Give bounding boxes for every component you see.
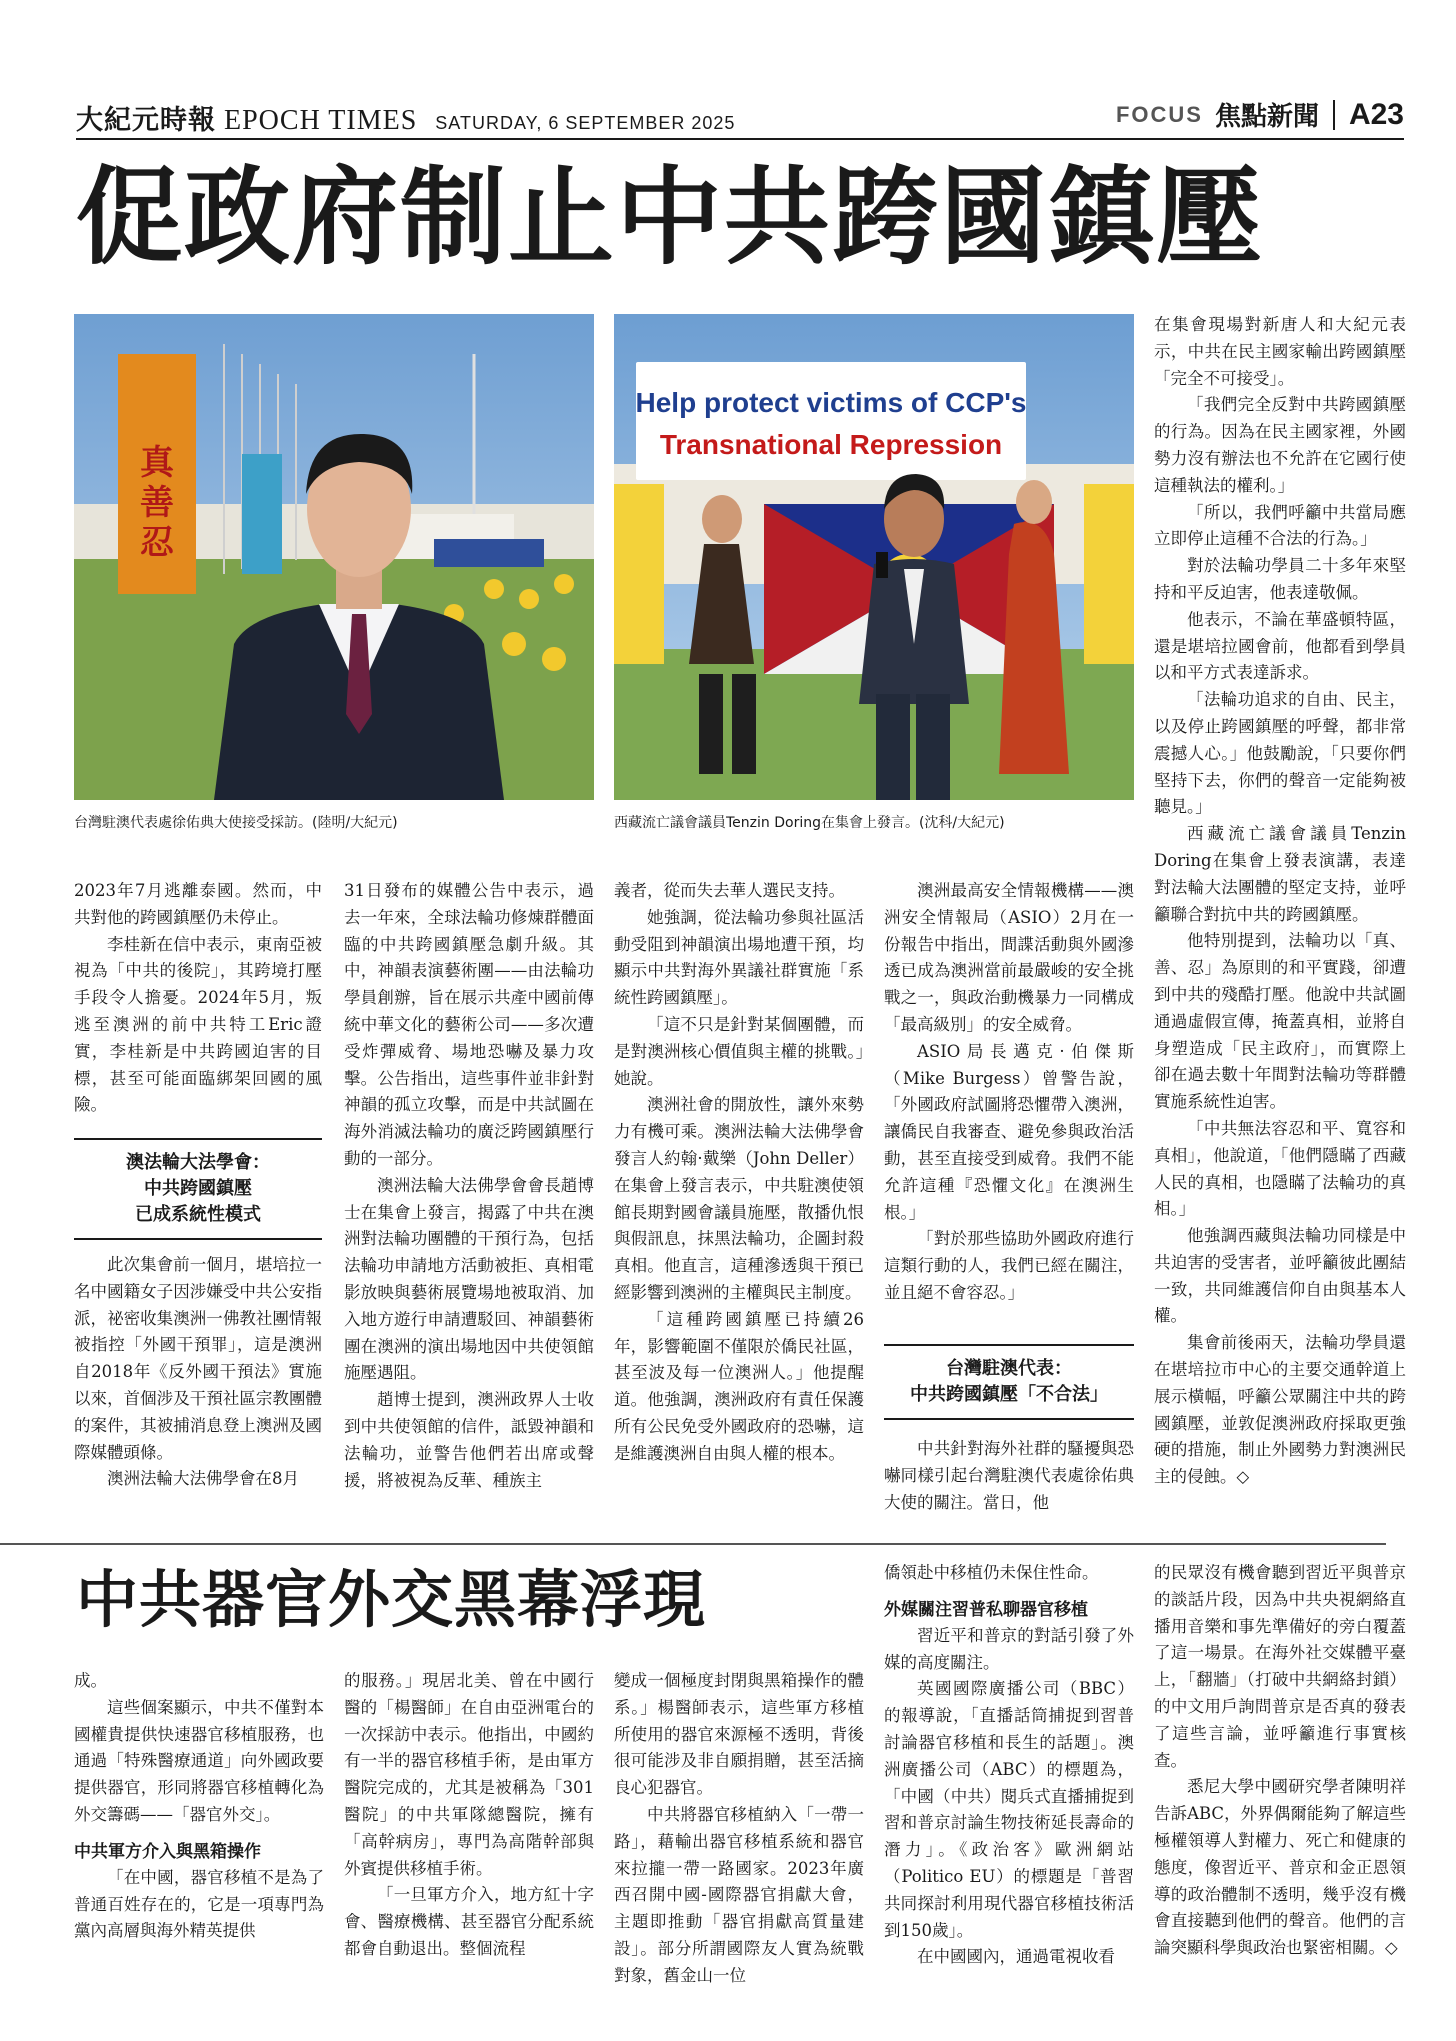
page-number: A23 [1348,97,1404,131]
article2-col5 [1154,1560,1406,1998]
header-rule [76,138,1404,140]
banner-char-1: 真 [140,443,174,483]
paragraph: 英國國際廣播公司（BBC）的報導說，「直播話筒捕捉到習普討論器官移植和長生的話題」。澳洲廣播公司（ABC）的標題為，「中國（中共）閱兵式直播捕捉到習和普京討論生物技術延長壽命的潛力」。《政治客》歐洲網站（Politico EU）的標題是「普習共同探討利用現代器官移植技術活到150歲」。 [884,1679,1134,1940]
photo-rally-image [614,314,1134,800]
paragraph: 僑領赴中移植仍未保住性命。 [884,1563,1099,1582]
article2-subhead-military: 中共軍方介入與黑箱操作 [74,1841,261,1862]
paragraph: 「對於那些協助外國政府進行這類行動的人，我們已經在關注，並且絕不會容忍。」 [884,1229,1134,1302]
article2-col4 [884,1560,1134,1998]
masthead-name-en: EPOCH TIMES [224,105,418,136]
article1-col4a [884,878,1134,1332]
article2-col3 [614,1668,864,1998]
paragraph: 澳洲法輪大法佛學會在8月 [107,1469,299,1489]
paragraph: 西藏流亡議會議員Tenzin Doring在集會上發表演講，表達對法輪大法團體的堅定支持，並呼籲聯合對抗中共的跨國鎮壓。 [1154,824,1406,924]
masthead-name-cn: 大紀元時報 [76,105,216,136]
article2-col2 [344,1668,594,1998]
article1-col3 [614,878,864,1528]
photo-ambassador [74,314,594,800]
photo-ambassador-caption: 台灣駐澳代表處徐佑典大使接受採訪。(陸明/大紀元) [74,815,398,831]
paragraph: 「所以，我們呼籲中共當局應立即停止這種不合法的行為。」 [1154,502,1406,549]
article-divider [0,1543,1386,1545]
paragraph: 「在中國，器官移植不是為了普通百姓存在的，它是一項專門為黨內高層與海外精英提供 [74,1867,324,1941]
photo-rally-caption: 西藏流亡議會議員Tenzin Doring在集會上發言。(沈科/大紀元) [614,815,1005,831]
paragraph: 「我們完全反對中共跨國鎮壓的行為。因為在民主國家裡，外國勢力沒有辦法也不允許在它國行使這種執法的權利。」 [1154,395,1406,495]
paragraph: 義者，從而失去華人選民支持。 [614,881,845,900]
article2-col1 [74,1668,324,1998]
paragraph: 趙博士提到，澳洲政界人士收到中共使領館的信件，詆毀神韻和法輪功，並警告他們若出席或聲援，將被視為反華、種族主 [344,1390,594,1490]
photo-rally [614,314,1134,800]
article1-col2 [344,878,594,1528]
paragraph: 悉尼大學中國研究學者陳明祥告訴ABC，外界偶爾能夠了解這些極權領導人對權力、死亡和健康的態度，像習近平、普京和金正恩領導的政治體制不透明，幾乎沒有機會直接聽到他們的聲音。他們的言論突顯科學與政治也緊密相關。◇ [1154,1777,1406,1958]
paragraph: 2023年7月逃離泰國。然而，中共對他的跨國鎮壓仍未停止。 [74,881,322,927]
paragraph: 澳洲社會的開放性，讓外來勢力有機可乘。澳洲法輪大法佛學會發言人約翰·戴樂（John Deller）在集會上發言表示，中共駐澳使領館長期對國會議員施壓，散播仇恨與假訊息，抹黑法輪功，企圖封殺真相。他直言，這種滲透與干預已經影響到澳洲的主權與民主制度。 [614,1095,864,1302]
article2-headline: 中共器官外交黑幕浮現 [76,1563,707,1636]
paragraph: 在集會現場對新唐人和大紀元表示，中共在民主國家輸出跨國鎮壓「完全不可接受」。 [1154,315,1406,388]
paragraph: 「這種跨國鎮壓已持續26年，影響範圍不僅限於僑民社區，甚至波及每一位澳洲人。」他提醒道。他強調，澳洲政府有責任保護所有公民免受外國政府的恐嚇，這是維護澳洲自由與人權的根本。 [614,1309,864,1463]
paragraph: 31日發布的媒體公告中表示，過去一年來，全球法輪功修煉群體面臨的中共跨國鎮壓急劇升級。其中，神韻表演藝術團——由法輪功學員創辦，旨在展示共產中國前傳統中華文化的藝術公司——多次遭受炸彈威脅、場地恐嚇及暴力攻擊。公告指出，這些事件並非針對神韻的孤立攻擊，而是中共試圖在海外消滅法輪功的廣泛跨國鎮壓行動的一部分。 [344,881,594,1168]
photo-ambassador-image [74,314,594,800]
paragraph: 中共針對海外社群的騷擾與恐嚇同樣引起台灣駐澳代表處徐佑典大使的關注。當日，他 [884,1439,1134,1512]
paragraph: 她強調，從法輪功參與社區活動受阻到神韻演出場地遭干預，均顯示中共對海外異議社群實施「系統性跨國鎮壓」。 [614,907,864,1008]
rally-banner-line1: Help protect victims of CCP's [635,387,1027,418]
paragraph: 他表示，不論在華盛頓特區，還是堪培拉國會前，他都看到學員以和平方式表達訴求。 [1154,609,1406,683]
section-focus: FOCUS [1115,101,1203,127]
paragraph: 此次集會前一個月，堪培拉一名中國籍女子因涉嫌受中共公安指派，祕密收集澳洲一佛教社團情報被指控「外國干預罪」，這是澳洲自2018年《反外國干預法》實施以來，首個涉及干預社區宗教團體的案件，其被捕消息登上澳洲及國際媒體頭條。 [74,1255,322,1462]
section-separator [1333,100,1335,130]
banner-char-2: 善 [140,483,174,523]
article1-col1a [74,878,322,1140]
masthead [76,98,735,137]
section-header [1116,96,1404,133]
paragraph: 「一旦軍方介入，地方紅十字會、醫療機構、甚至器官分配系統都會自動退出。整個流程 [344,1885,594,1958]
paragraph: 「中共無法容忍和平、寬容和真相」，他說道，「他們隱瞞了西藏人民的真相，也隱瞞了法輪功的真相。」 [1154,1118,1406,1219]
paragraph: 他特別提到，法輪功以「真、善、忍」為原則的和平實踐，卻遭到中共的殘酷打壓。他說中共試圖通過虛假宣傳，掩蓋真相，並將自身塑造成「民主政府」，而實際上卻在過去數十年間對法輪功等群體實施系統性迫害。 [1154,931,1406,1112]
article1-headline: 促政府制止中共跨國鎮壓 [76,156,1264,279]
issue-date: SATURDAY, 6 SEPTEMBER 2025 [435,113,736,133]
section-name: 焦點新聞 [1214,102,1319,132]
paragraph: ASIO局長邁克·伯傑斯（Mike Burgess）曾警告說，「外國政府試圖將恐懼帶入澳洲，讓僑民自我審查、避免參與政治活動，甚至直接受到威脅。我們不能允許這種『恐懼文化』在澳洲生根。」 [884,1041,1134,1222]
paragraph: 的民眾沒有機會聽到習近平與普京的談話片段，因為中共央視網絡直播用音樂和事先準備好的旁白覆蓋了這一場景。在海外社交媒體平臺上，「翻牆」（打破中共網絡封鎖）的中文用戶詢問普京是否真的發表了這些言論，並呼籲進行事實核查。 [1154,1563,1406,1770]
article1-subhead1: 澳法輪大法學會： 中共跨國鎮壓 已成系統性模式 [74,1138,322,1240]
article1-subhead2: 台灣駐澳代表： 中共跨國鎮壓「不合法」 [884,1344,1134,1420]
paragraph: 在中國國內，通過電視收看 [917,1947,1115,1967]
article1-col5 [1154,312,1406,1528]
paragraph: 澳洲法輪大法佛學會會長趙博士在集會上發言，揭露了中共在澳洲對法輪功團體的干預行為，包括法輪功申請地方活動被拒、真相電影放映與藝術展覽場地被取消、加入地方遊行申請遭駁回、神韻藝術團在澳洲的演出場地因中共使領館施壓遇阻。 [344,1175,594,1383]
paragraph: 集會前後兩天，法輪功學員還在堪培拉市中心的主要交通幹道上展示橫幅，呼籲公眾關注中共的跨國鎮壓，並敦促澳洲政府採取更強硬的措施，制止外國勢力對澳洲民主的侵蝕。◇ [1154,1333,1406,1487]
article1-col4b [884,1436,1134,1528]
banner-char-3: 忍 [140,523,174,563]
paragraph: 對於法輪功學員二十多年來堅持和平反迫害，他表達敬佩。 [1154,556,1406,602]
paragraph: 成。 [74,1671,107,1690]
paragraph: 「法輪功追求的自由、民主，以及停止跨國鎮壓的呼聲，都非常震撼人心。」他鼓勵說，「只要你們堅持下去，你們的聲音一定能夠被聽見。」 [1154,690,1406,817]
rally-banner-line2: Transnational Repression [659,429,1003,460]
paragraph: 這些個案顯示，中共不僅對本國權貴提供快速器官移植服務，也通過「特殊醫療通道」向外國政要提供器官，形同將器官移植轉化為外交籌碼——「器官外交」。 [74,1697,324,1824]
paragraph: 李桂新在信中表示，東南亞被視為「中共的後院」，其跨境打壓手段令人擔憂。2024年5月，叛逃至澳洲的前中共特工Eric證實，李桂新是中共跨國迫害的目標，甚至可能面臨綁架回國的風險。 [74,934,322,1115]
paragraph: 他強調西藏與法輪功同樣是中共迫害的受害者，並呼籲彼此團結一致，共同維護信仰自由與基本人權。 [1154,1226,1406,1326]
paragraph: 變成一個極度封閉與黑箱操作的體系。」楊醫師表示，這些軍方移植所使用的器官來源極不透明，背後很可能涉及非自願捐贈，甚至活摘良心犯器官。 [614,1671,864,1798]
paragraph: 習近平和普京的對話引發了外媒的高度關注。 [884,1625,1134,1672]
article2-subhead-media: 外媒關注習普私聊器官移植 [884,1599,1088,1620]
article1-col1b [74,1252,322,1528]
paragraph: 澳洲最高安全情報機構——澳洲安全情報局（ASIO）2月在一份報告中指出，間諜活動與外國滲透已成為澳洲當前最嚴峻的安全挑戰之一，與政治動機暴力一同構成「最高級別」的安全威脅。 [884,881,1134,1034]
paragraph: 的服務。」現居北美、曾在中國行醫的「楊醫師」在自由亞洲電台的一次採訪中表示。他指出，中國約有一半的器官移植手術，是由軍方醫院完成的，尤其是被稱為「301醫院」的中共軍隊總醫院，擁有「高幹病房」，專門為高階幹部與外賓提供移植手術。 [344,1671,594,1878]
paragraph: 中共將器官移植納入「一帶一路」，藉輸出器官移植系統和器官來拉攏一帶一路國家。2023年廣西召開中國-國際器官捐獻大會，主題即推動「器官捐獻高質量建設」。部分所謂國際友人實為統戰對象，舊金山一位 [614,1804,864,1985]
paragraph: 「這不只是針對某個團體，而是對澳洲核心價值與主權的挑戰。」她說。 [614,1014,864,1088]
